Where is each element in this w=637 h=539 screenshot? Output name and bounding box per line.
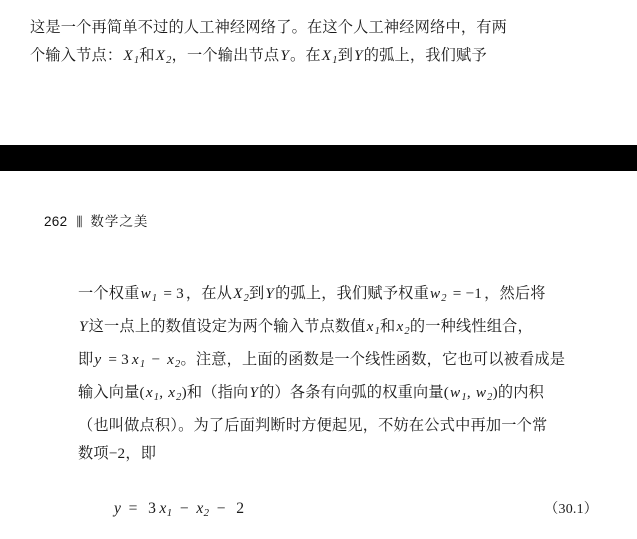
symbol-w1: w bbox=[140, 285, 151, 302]
eq-minus-2: − bbox=[216, 500, 226, 517]
top-line2-part-e: 到 bbox=[337, 47, 354, 64]
eq-constant: 2 bbox=[236, 500, 245, 517]
eq-x1-subscript: 1 bbox=[166, 507, 173, 520]
symbol-lower-x2-subscript: 2 bbox=[404, 325, 410, 337]
body-line-1 bbox=[78, 280, 598, 313]
book-title: 数学之美 bbox=[90, 214, 149, 229]
symbol-x1-second-subscript: 1 bbox=[332, 54, 338, 66]
symbol-lower-x1-subscript: 1 bbox=[374, 325, 381, 337]
body-l3-minus: − bbox=[151, 350, 161, 368]
top-text-fragment bbox=[30, 14, 610, 75]
symbol-x1-second: X bbox=[321, 47, 332, 64]
body-l2-a: 这一点上的数值设定为两个输入节点数值 bbox=[88, 317, 366, 335]
symbol-w2-subscript: 2 bbox=[441, 292, 447, 304]
body-l4-a: 输入向量( bbox=[78, 383, 145, 401]
symbol-lower-x1: x bbox=[366, 317, 374, 335]
symbol-vec-x1: x bbox=[145, 383, 153, 401]
eq-minus-1: − bbox=[179, 500, 190, 517]
top-line2-part-a: 个输入节点： bbox=[30, 47, 123, 64]
eq-coefficient: 3 bbox=[148, 500, 157, 517]
body-line-3 bbox=[78, 346, 598, 379]
symbol-x1: X bbox=[123, 47, 133, 64]
top-line2-part-d: 。在 bbox=[289, 47, 321, 64]
body-l4-c: 的）各条有向弧的权重向量( bbox=[259, 383, 450, 401]
body-l4-b: )和（指向 bbox=[181, 383, 249, 401]
symbol-vec-w1: w bbox=[450, 383, 461, 401]
symbol-x2-body-subscript: 2 bbox=[243, 292, 250, 304]
symbol-inline-x1: x bbox=[131, 350, 139, 368]
eq-x1: x bbox=[159, 500, 167, 517]
symbol-x1-subscript: 1 bbox=[133, 54, 140, 66]
body-l4-comma2: , bbox=[466, 383, 471, 401]
body-l2-c: 的一种线性组合， bbox=[409, 317, 533, 335]
top-line2-part-b: 和 bbox=[139, 47, 155, 64]
top-paragraph-line-2 bbox=[30, 42, 610, 75]
symbol-y: Y bbox=[280, 47, 289, 64]
symbol-y-body: Y bbox=[265, 285, 275, 302]
symbol-x2-body: X bbox=[233, 285, 243, 302]
body-l1-eq2: = −1 bbox=[452, 285, 483, 302]
eq-x2: x bbox=[196, 500, 204, 517]
top-line2-part-c: ，一个输出节点 bbox=[171, 47, 280, 64]
body-l6: 数项−2，即 bbox=[78, 444, 157, 462]
page-separator-band bbox=[0, 145, 637, 171]
running-head-divider-icon: ⫼ bbox=[76, 214, 82, 229]
eq-equals: = bbox=[128, 500, 138, 517]
top-paragraph-line-1 bbox=[30, 14, 610, 42]
body-l1-d: 的弧上，我们赋予权重 bbox=[275, 285, 429, 302]
body-l4-comma: , bbox=[159, 383, 164, 401]
body-l1-b: ，在从 bbox=[185, 285, 233, 302]
body-l5: （也叫做点积）。为了后面判断时方便起见，不妨在公式中再加一个常 bbox=[78, 416, 548, 434]
symbol-lower-x2: x bbox=[396, 317, 404, 335]
body-l1-c: 到 bbox=[249, 285, 265, 302]
body-line-2 bbox=[78, 313, 598, 346]
body-l3-a: 即 bbox=[78, 350, 94, 368]
symbol-w2: w bbox=[429, 285, 441, 302]
symbol-inline-x2-subscript: 2 bbox=[175, 358, 181, 370]
body-line-5 bbox=[78, 412, 598, 440]
symbol-vec-w2-subscript: 2 bbox=[487, 391, 493, 403]
symbol-y-line2: Y bbox=[79, 317, 88, 335]
eq-x2-subscript: 2 bbox=[203, 507, 210, 520]
symbol-x2: X bbox=[155, 47, 166, 64]
symbol-vec-x1-subscript: 1 bbox=[153, 391, 160, 403]
page-number: 262 bbox=[44, 214, 68, 229]
symbol-vec-x2-subscript: 2 bbox=[176, 391, 182, 403]
symbol-y-line4: Y bbox=[249, 383, 259, 401]
symbol-vec-w1-subscript: 1 bbox=[461, 391, 467, 403]
display-equation bbox=[114, 500, 248, 519]
symbol-y-second: Y bbox=[354, 47, 363, 64]
display-equation-row bbox=[78, 498, 598, 519]
symbol-lower-y: y bbox=[94, 350, 102, 368]
body-l4-d: )的内积 bbox=[492, 383, 545, 401]
body-l2-b: 和 bbox=[380, 317, 396, 335]
symbol-inline-x2: x bbox=[167, 350, 175, 368]
running-head bbox=[44, 210, 148, 230]
body-paragraph bbox=[78, 280, 598, 468]
body-line-6 bbox=[78, 440, 598, 468]
top-line1-text: 这是一个再简单不过的人工神经网络了。在这个人工神经网络中，有两 bbox=[30, 19, 508, 36]
body-l3-eq: = 3 bbox=[108, 350, 129, 368]
top-line2-part-f: 的弧上，我们赋予 bbox=[363, 47, 487, 64]
body-l1-e: ，然后将 bbox=[484, 285, 546, 302]
equation-number: （30.1） bbox=[544, 502, 598, 517]
eq-y: y bbox=[114, 500, 122, 517]
symbol-vec-x2: x bbox=[168, 383, 176, 401]
body-line-4 bbox=[78, 379, 598, 412]
symbol-vec-w2: w bbox=[475, 383, 487, 401]
symbol-inline-x1-subscript: 1 bbox=[139, 358, 146, 370]
body-l1-eq: = 3 bbox=[163, 285, 184, 302]
symbol-w1-subscript: 1 bbox=[151, 292, 158, 304]
body-l1-a: 一个权重 bbox=[78, 285, 140, 302]
body-l3-b: 。注意，上面的函数是一个线性函数，它也可以被看成是 bbox=[180, 350, 566, 368]
symbol-x2-subscript: 2 bbox=[166, 54, 172, 66]
